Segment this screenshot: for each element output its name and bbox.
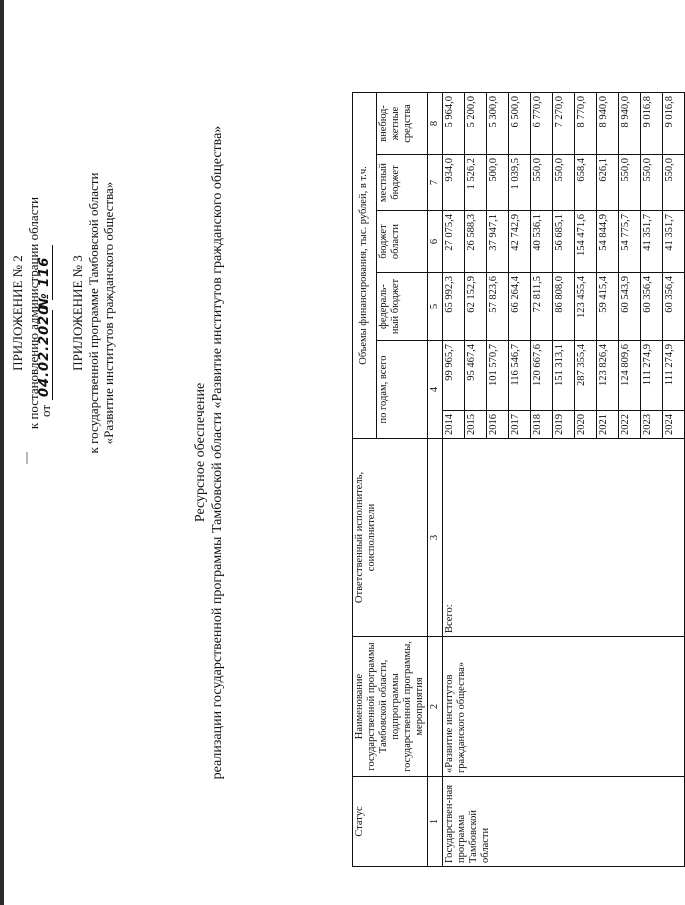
original-appendix-title: ПРИЛОЖЕНИЕ № 3 — [70, 255, 85, 371]
year-cell: 2022 — [619, 411, 641, 439]
responsible-cell: Всего: — [443, 439, 685, 637]
total-cell: 287 355,4 — [575, 341, 597, 411]
regional-cell: 56 685,1 — [553, 211, 575, 273]
header-federal: федераль-ный бюджет — [376, 273, 427, 341]
regional-cell: 41 351,7 — [663, 211, 685, 273]
federal-cell: 59 415,4 — [597, 273, 619, 341]
number-underline — [52, 245, 53, 300]
local-cell: 1 526,2 — [465, 155, 487, 211]
federal-cell: 72 811,5 — [531, 273, 553, 341]
header-responsible: Ответственный исполнитель, соисполнители — [353, 439, 428, 637]
regional-cell: 27 075,4 — [443, 211, 465, 273]
total-cell: 151 313,1 — [553, 341, 575, 411]
local-cell: 550,0 — [663, 155, 685, 211]
total-cell: 101 570,7 — [487, 341, 509, 411]
federal-cell: 123 455,4 — [575, 273, 597, 341]
federal-cell: 66 264,4 — [509, 273, 531, 341]
year-cell: 2015 — [465, 411, 487, 439]
extra-cell: 9 016,8 — [663, 93, 685, 155]
extra-cell: 7 270,0 — [553, 93, 575, 155]
column-number-7: 7 — [428, 155, 443, 211]
local-cell: 550,0 — [619, 155, 641, 211]
extra-cell: 8 940,0 — [597, 93, 619, 155]
local-cell: 500,0 — [487, 155, 509, 211]
federal-cell: 60 543,9 — [619, 273, 641, 341]
column-number-5: 5 — [428, 273, 443, 341]
regional-cell: 37 947,1 — [487, 211, 509, 273]
header-by-year: по годам, всего — [376, 341, 427, 439]
local-cell: 934,0 — [443, 155, 465, 211]
header-volume: Объемы финансирования, тыс. рублей, в т.ч. — [353, 93, 377, 439]
regional-cell: 54 775,7 — [619, 211, 641, 273]
federal-cell: 62 152,9 — [465, 273, 487, 341]
column-number-8: 8 — [428, 93, 443, 155]
original-appendix-line1: к государственной программе Тамбовской области — [86, 172, 101, 454]
year-cell: 2021 — [597, 411, 619, 439]
total-cell: 123 826,4 — [597, 341, 619, 411]
appendix-line1: к постановлению администрации области — [26, 196, 41, 430]
year-cell: 2017 — [509, 411, 531, 439]
header-regional: бюджет области — [376, 211, 427, 273]
extra-cell: 5 964,0 — [443, 93, 465, 155]
local-cell: 550,0 — [641, 155, 663, 211]
column-number-6: 6 — [428, 211, 443, 273]
local-cell: 1 039,5 — [509, 155, 531, 211]
extra-cell: 6 770,0 — [531, 93, 553, 155]
federal-cell: 60 356,4 — [663, 273, 685, 341]
column-number-3: 3 — [428, 439, 443, 637]
regional-cell: 154 471,6 — [575, 211, 597, 273]
federal-cell: 60 356,4 — [641, 273, 663, 341]
year-cell: 2014 — [443, 411, 465, 439]
doc-title-line1: Ресурсное обеспечение — [193, 382, 208, 523]
total-cell: 124 809,6 — [619, 341, 641, 411]
extra-cell: 6 500,0 — [509, 93, 531, 155]
year-cell: 2019 — [553, 411, 575, 439]
status-cell: Государствен-ная программа Тамбовской области — [443, 777, 685, 867]
regional-cell: 41 351,7 — [641, 211, 663, 273]
original-appendix-line2: «Развитие институтов гражданского общества» — [101, 181, 116, 445]
handwritten-number: № 116 — [37, 256, 52, 309]
local-cell: 550,0 — [553, 155, 575, 211]
header-name: Наименование государственной программы Тамбовской области, подпрограммы государственной программы, мероприятия — [353, 637, 428, 777]
local-cell: 658,4 — [575, 155, 597, 211]
total-cell: 99 965,7 — [443, 341, 465, 411]
regional-cell: 40 536,1 — [531, 211, 553, 273]
header-local: местный бюджет — [376, 155, 427, 211]
federal-cell: 65 992,3 — [443, 273, 465, 341]
extra-cell: 8 940,0 — [619, 93, 641, 155]
funding-table — [352, 92, 685, 867]
doc-title-line2: реализации государственной программы Тамбовской области «Развитие институтов гражданского общества» — [210, 125, 225, 780]
handwritten-date: 04.02.2020 — [37, 304, 52, 397]
date-underline — [52, 310, 53, 400]
regional-cell: 54 844,9 — [597, 211, 619, 273]
extra-cell: 5 200,0 — [465, 93, 487, 155]
local-cell: 626,1 — [597, 155, 619, 211]
federal-cell: 57 823,6 — [487, 273, 509, 341]
appendix-date-prefix: от — [38, 404, 53, 417]
total-cell: 120 667,6 — [531, 341, 553, 411]
year-cell: 2018 — [531, 411, 553, 439]
header-status: Статус — [353, 777, 428, 867]
year-cell: 2020 — [575, 411, 597, 439]
regional-cell: 26 588,3 — [465, 211, 487, 273]
federal-cell: 86 808,0 — [553, 273, 575, 341]
extra-cell: 5 300,0 — [487, 93, 509, 155]
year-cell: 2024 — [663, 411, 685, 439]
year-cell: 2016 — [487, 411, 509, 439]
total-cell: 111 274,9 — [641, 341, 663, 411]
extra-cell: 9 016,8 — [641, 93, 663, 155]
local-cell: 550,0 — [531, 155, 553, 211]
appendix-line2 — [38, 405, 54, 417]
column-number-1: 1 — [428, 777, 443, 867]
extra-cell: 8 770,0 — [575, 93, 597, 155]
appendix-title: ПРИЛОЖЕНИЕ № 2 — [10, 255, 25, 371]
regional-cell: 42 742,9 — [509, 211, 531, 273]
header-extra: внебюд-жетные средства — [376, 93, 427, 155]
total-cell: 111 274,9 — [663, 341, 685, 411]
total-cell: 116 546,7 — [509, 341, 531, 411]
program-name-cell: «Развитие институтов гражданского общества» — [443, 637, 685, 777]
total-cell: 95 467,4 — [465, 341, 487, 411]
year-cell: 2023 — [641, 411, 663, 439]
column-number-4: 4 — [428, 341, 443, 439]
column-number-2: 2 — [428, 637, 443, 777]
